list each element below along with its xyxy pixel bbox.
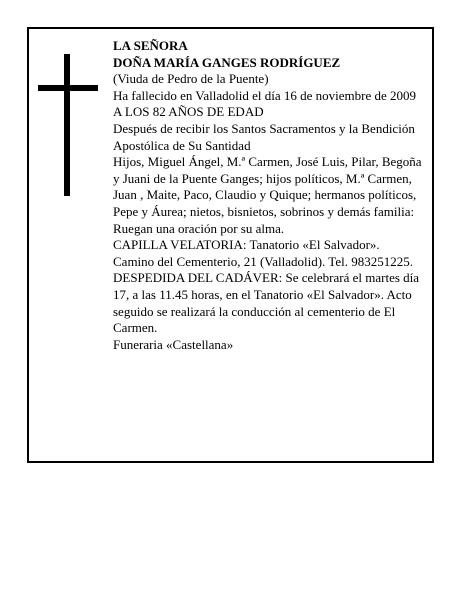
farewell-details: DESPEDIDA DEL CADÁVER: Se celebrará el martes día 17, a las 11.45 horas, en el Tanatorio «El Salvador». Acto seguido se realizará la conducción al cementerio de El Carmen. [113, 270, 420, 336]
latin-cross-icon [38, 54, 98, 196]
funeral-home: Funeraria «Castellana» [113, 336, 234, 352]
sacraments-statement: Después de recibir los Santos Sacramentos y la Bendición Apostólica de Su Santidad [113, 120, 415, 153]
obituary-text [113, 38, 423, 353]
wake-location: CAPILLA VELATORIA: Tanatorio «El Salvador». Camino del Cementerio, 21 (Valladolid). Tel. 983251225. [113, 237, 413, 269]
prayer-request: Ruegan una oración por su alma. [113, 220, 285, 236]
age-at-death: A LOS 82 AÑOS DE EDAD [113, 104, 264, 120]
deceased-name: DOÑA MARÍA GANGES RODRÍGUEZ [113, 54, 341, 70]
cross-vertical-bar [64, 54, 70, 196]
cross-horizontal-bar [38, 85, 98, 91]
death-statement: Ha fallecido en Valladolid el día 16 de noviembre de 2009 [113, 87, 416, 103]
family-list: Hijos, Miguel Ángel, M.ª Carmen, José Luis, Pilar, Begoña y Juani de la Puente Ganges; hijos políticos, M.ª Carmen, Juan , Maite, Paco, Claudio y Quique; hermanos políticos, Pepe y Áurea; nietos, bisnietos, sobrinos y demás familia: [113, 154, 422, 219]
widow-of: (Viuda de Pedro de la Puente) [113, 71, 269, 87]
honorific: LA SEÑORA [113, 38, 188, 53]
